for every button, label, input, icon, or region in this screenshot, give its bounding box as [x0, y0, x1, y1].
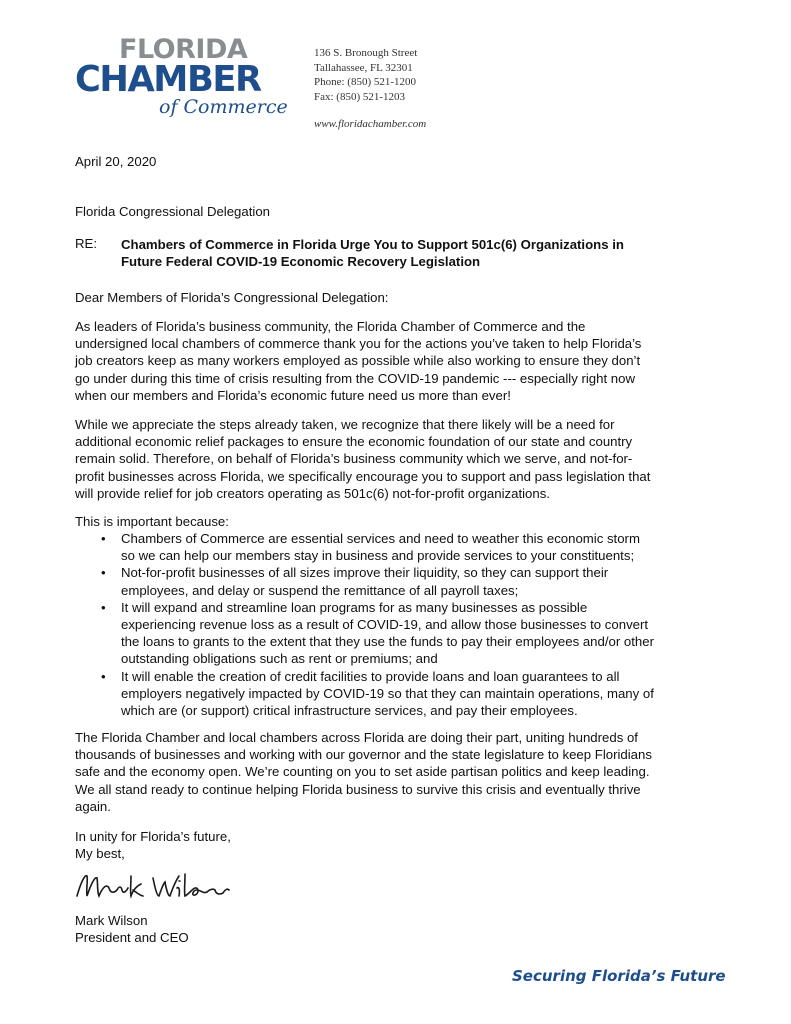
- bullet-item: [75, 530, 715, 564]
- address-fax: Fax: (850) 521-1203: [314, 90, 406, 103]
- logo-of-commerce-text: of Commerce: [159, 96, 288, 118]
- paragraph-line: We all stand ready to continue helping Florida business to survive this crisis and eventually thrive: [75, 781, 641, 797]
- bullet-line: Chambers of Commerce are essential services and need to weather this economic storm: [121, 531, 640, 546]
- bullet-list: [75, 530, 715, 719]
- letter-date: April 20, 2020: [75, 154, 157, 169]
- salutation: Dear Members of Florida’s Congressional Delegation:: [75, 290, 389, 305]
- closing-line-2: My best,: [75, 846, 125, 861]
- paragraph-2: [75, 416, 715, 502]
- paragraph-line: profit businesses across Florida, we specifically encourage you to support and pass legislation that: [75, 468, 651, 484]
- paragraph-line: job creators keep as many workers employed as possible while also working to ensure they don’t: [75, 353, 641, 369]
- paragraph-line: remain solid. Therefore, on behalf of Florida’s business community which we serve, and not-for-: [75, 451, 633, 467]
- footer-tagline: Securing Florida’s Future: [512, 967, 726, 985]
- bullet-line: It will enable the creation of credit facilities to provide loans and loan guarantees to all: [121, 668, 620, 684]
- paragraph-line: While we appreciate the steps already taken, we recognize that there likely will be a need for: [75, 417, 615, 432]
- bullet-line: experiencing revenue loss as a result of COVID-19, and allow those businesses to convert: [121, 617, 649, 633]
- bullet-dot-icon: •: [101, 668, 106, 684]
- bullet-line: It will expand and streamline loan programs for as many businesses as possible: [121, 599, 588, 615]
- logo-florida-text: FLORIDA: [119, 34, 248, 65]
- handwritten-signature: [73, 866, 233, 906]
- paragraph-line: go under during this time of crisis resulting from the COVID-19 pandemic --- especially right now: [75, 370, 635, 386]
- florida-chamber-logo: [75, 36, 290, 122]
- re-label: RE:: [75, 236, 97, 251]
- bullet-line: which are (or support) critical infrastructure services, and pay their employees.: [121, 703, 578, 719]
- bullet-line: Not-for-profit businesses of all sizes improve their liquidity, so they can support their: [121, 565, 609, 581]
- re-subject: [121, 236, 711, 270]
- paragraph-line: when our members and Florida’s economic future need us more than ever!: [75, 387, 511, 403]
- bullet-line: employees, and delay or suspend the remittance of all payroll taxes;: [121, 582, 519, 598]
- paragraph-line: undersigned local chambers of commerce thank you for the actions you’ve taken to help Florida’s: [75, 336, 642, 352]
- bullet-dot-icon: •: [101, 531, 106, 546]
- bullet-line: so we can help our members stay in business and provide services to your constituents;: [121, 548, 635, 564]
- bullet-item: [75, 599, 715, 668]
- paragraph-line: additional economic relief packages to ensure the economic foundation of our state and country: [75, 434, 633, 450]
- address-city: Tallahassee, FL 32301: [314, 61, 413, 74]
- bullet-line: the loans to grants to the extent that they use the funds to pay their employees and/or other: [121, 634, 654, 650]
- paragraph-line: thousands of businesses and working with our governor and the state legislature to keep Floridians: [75, 747, 652, 763]
- logo-chamber-text: CHAMBER: [75, 59, 261, 100]
- address-phone: Phone: (850) 521-1200: [314, 76, 417, 88]
- bullet-line: employers negatively impacted by COVID-19 so that they can maintain operations, many of: [121, 685, 654, 701]
- paragraph-line: The Florida Chamber and local chambers across Florida are doing their part, uniting hundreds of: [75, 730, 638, 745]
- paragraph-line: safe and the economy open. We’re counting on you to set aside partisan politics and keep leading.: [75, 764, 650, 780]
- bullet-item: [75, 668, 715, 720]
- paragraph-line: As leaders of Florida’s business community, the Florida Chamber of Commerce and the: [75, 319, 586, 334]
- re-subject-line: Chambers of Commerce in Florida Urge You to Support 501c(6) Organizations in: [121, 237, 624, 252]
- closing-line-1: In unity for Florida’s future,: [75, 829, 231, 844]
- bullet-line: outstanding obligations such as rent or premiums; and: [121, 651, 438, 667]
- address-street: 136 S. Bronough Street: [314, 47, 418, 59]
- bullet-dot-icon: •: [101, 599, 106, 615]
- paragraph-1: [75, 318, 715, 404]
- important-intro: This is important because:: [75, 514, 229, 529]
- letter-recipient: Florida Congressional Delegation: [75, 204, 270, 219]
- re-subject-line: Future Federal COVID-19 Economic Recovery Legislation: [121, 254, 481, 270]
- paragraph-line: again.: [75, 798, 111, 814]
- bullet-item: [75, 564, 715, 598]
- address-block: [314, 46, 417, 104]
- signer-title: President and CEO: [75, 930, 189, 945]
- paragraph-line: will provide relief for job creators operating as 501c(6) not-for-profit organizations.: [75, 485, 550, 501]
- paragraph-3: [75, 729, 715, 815]
- signer-name: Mark Wilson: [75, 913, 148, 928]
- bullet-dot-icon: •: [101, 565, 106, 581]
- website-link[interactable]: www.floridachamber.com: [314, 118, 427, 130]
